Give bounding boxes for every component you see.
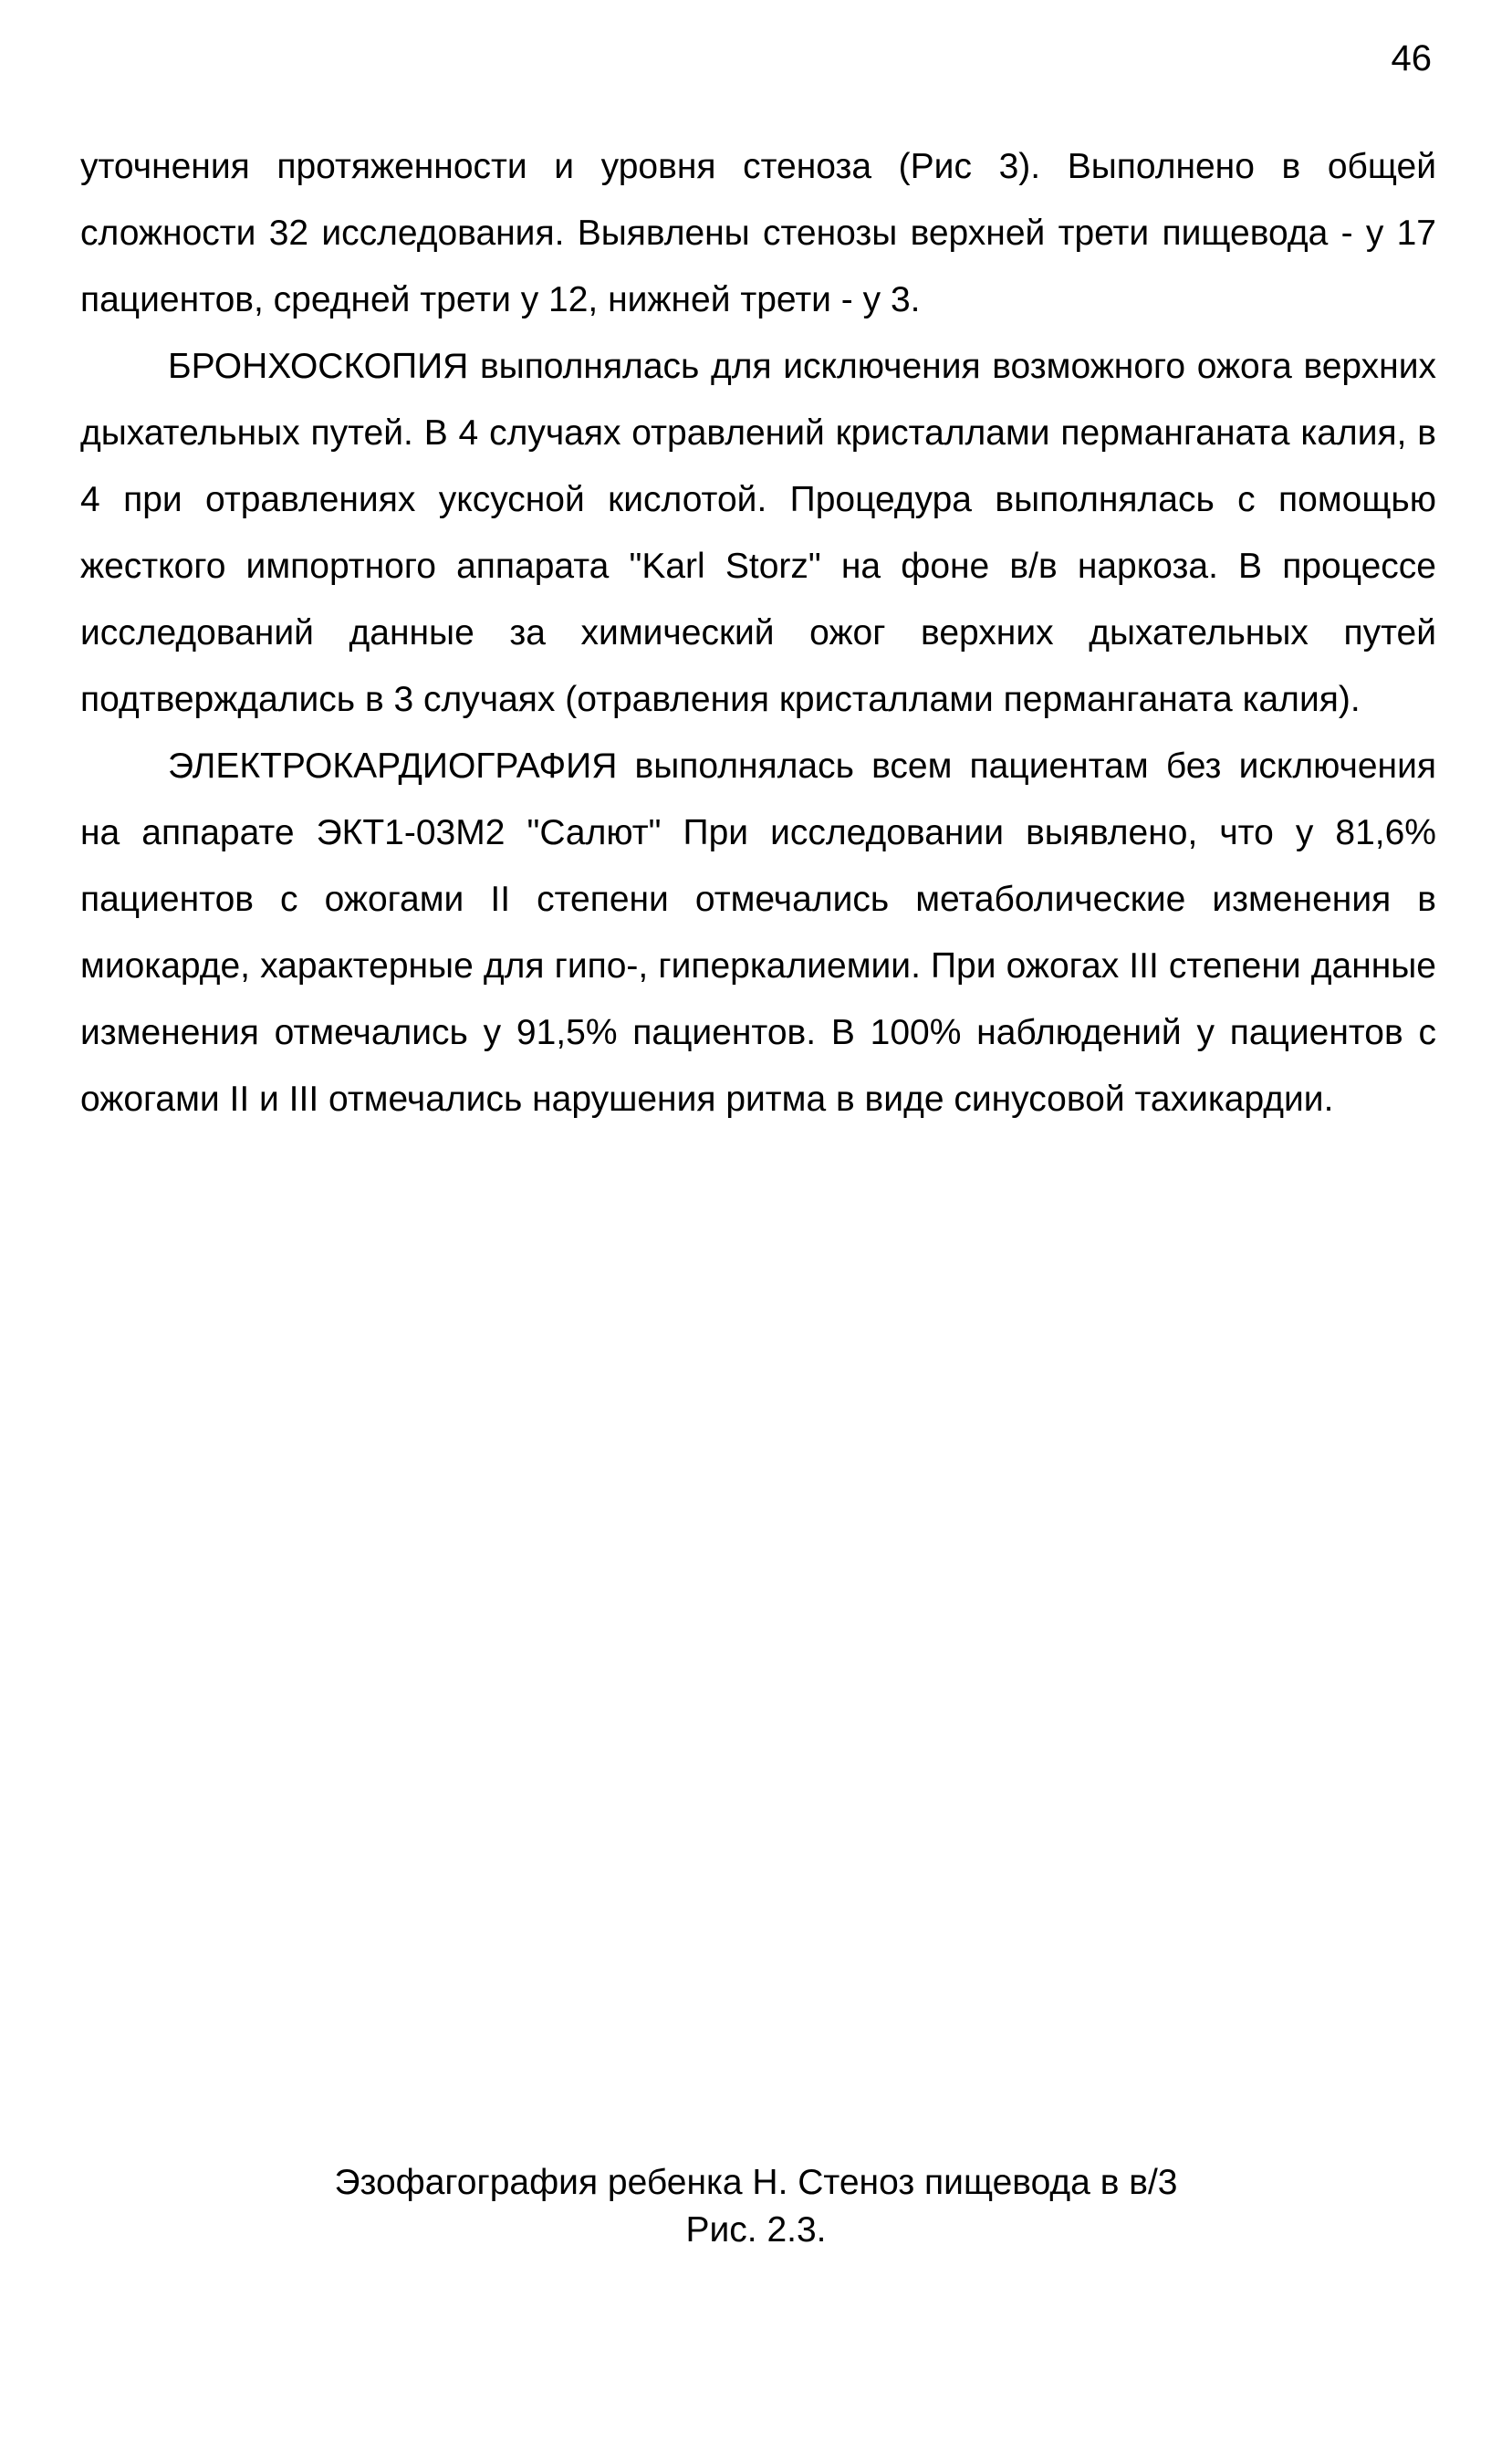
figure-caption: Эзофагография ребенка Н. Стеноз пищевода в в/3 (334, 2163, 1178, 2202)
paragraph-electrocardiography: ЭЛЕКТРОКАРДИОГРАФИЯ выполнялась всем пациентам без исключения на аппарате ЭКТ1-03М2 "Салют" При исследовании выявлено, что у 81,6% пациентов с ожогами II степени отмечались метаболические изменения в миокарде, характерные для гипо-, гиперкалиемии. При ожогах III степени данные изменения отмечались у 91,5% пациентов. В 100% наблюдений у пациентов с ожогами II и III отмечались нарушения ритма в виде синусовой тахикардии. (80, 747, 1436, 1119)
body-text (80, 133, 1436, 1133)
paragraph-bronchoscopy: БРОНХОСКОПИЯ выполнялась для исключения возможного ожога верхних дыхательных путей. В 4 случаях отравлений кристаллами перманганата калия, в 4 при отравлениях уксусной кислотой. Процедура выполнялась с помощью жесткого импортного аппарата "Karl Storz" на фоне в/в наркоза. В процессе исследований данные за химический ожог верхних дыхательных путей подтверждались в 3 случаях (отравления кристаллами перманганата калия). (80, 347, 1436, 719)
figure-label: Рис. 2.3. (685, 2210, 827, 2250)
page-number: 46 (1391, 38, 1432, 78)
figure-caption-block (0, 2159, 1512, 2254)
paragraph-esophagography-results: уточнения протяженности и уровня стеноза (Рис 3). Выполнено в общей сложности 32 исследования. Выявлены стенозы верхней трети пищевода - у 17 пациентов, средней трети у 12, нижней трети - у 3. (80, 147, 1436, 319)
